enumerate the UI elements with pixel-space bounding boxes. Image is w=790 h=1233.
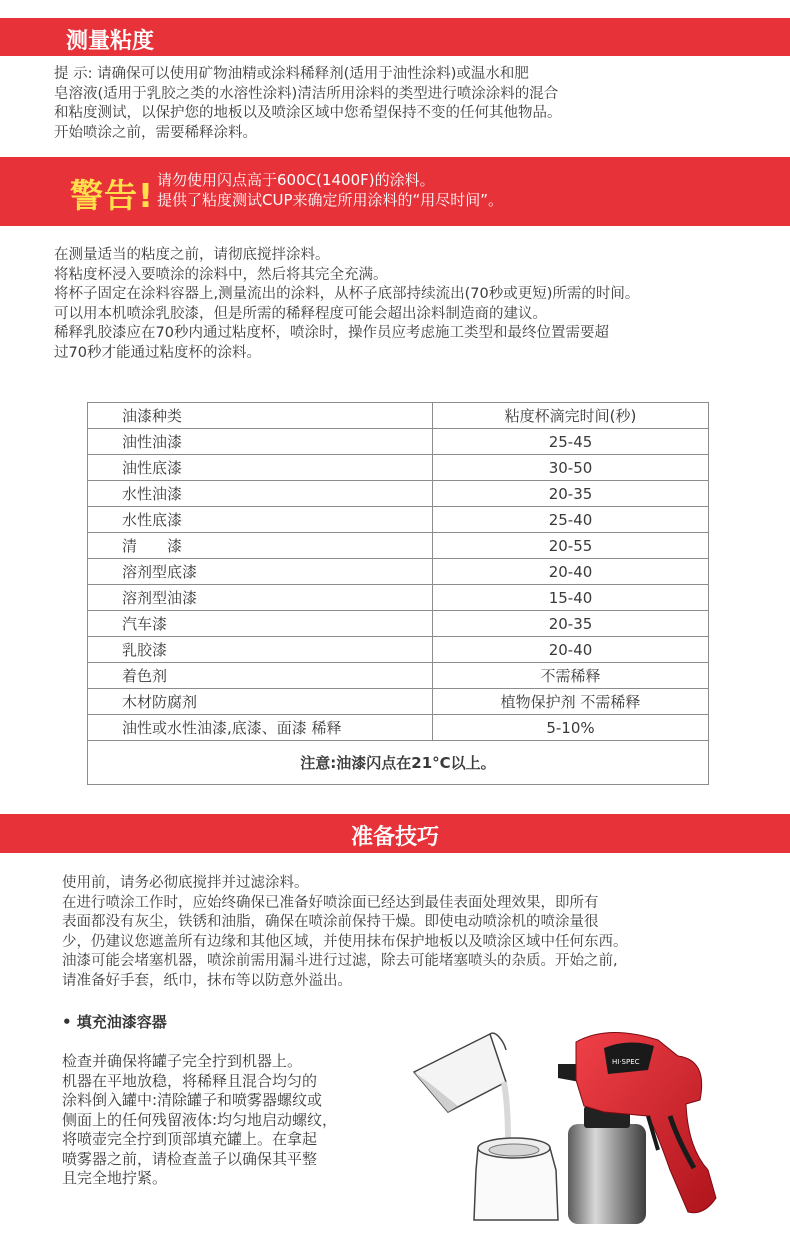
- paint-jar-icon: [474, 1138, 558, 1220]
- tip-line: 请准备好手套，纸巾，抹布等以防意外溢出。: [62, 972, 352, 989]
- hint-line: 皂溶液(适用于乳胶之类的水溶性涂料)清洁所用涂料的类型进行喷涂涂料的混合: [54, 85, 559, 102]
- warning-label: 警告!: [70, 176, 155, 215]
- paint-type-cell: 水性油漆: [88, 481, 433, 507]
- drain-time-cell: 20-35: [433, 611, 709, 637]
- table-row: [88, 429, 709, 455]
- fill-line: 涂料倒入罐中:清除罐子和喷雾器螺纹或: [62, 1091, 323, 1109]
- warning-line: 请勿使用闪点高于600C(1400F)的涂料。: [157, 171, 435, 189]
- section-header-preparation: [0, 814, 790, 853]
- drain-time-cell: 25-40: [433, 507, 709, 533]
- table-header-row: [88, 403, 709, 429]
- flash-point-note: 注意:油漆闪点在21°C以上。: [88, 741, 709, 785]
- viscosity-hint: [54, 65, 562, 143]
- section-title: 准备技巧: [350, 825, 439, 850]
- fill-instructions: [62, 1052, 337, 1189]
- instruction-line: 将粘度杯浸入要喷涂的涂料中，然后将其完全充满。: [54, 266, 388, 283]
- instruction-line: 将杯子固定在涂料容器上,测量流出的涂料，从杯子底部持续流出(70秒或更短)所需的时间。: [54, 286, 640, 302]
- paint-type-cell: 清 漆: [88, 533, 433, 559]
- tip-line: 在进行喷涂工作时，应始终确保已准备好喷涂面已经达到最佳表面处理效果，即所有: [62, 894, 599, 911]
- hint-line: 和粘度测试，以保护您的地板以及喷涂区域中您希望保持不变的任何其他物品。: [54, 105, 562, 121]
- paint-type-cell: 汽车漆: [88, 611, 433, 637]
- tip-line: 使用前，请务必彻底搅拌并过滤涂料。: [62, 875, 309, 891]
- hint-line: 提 示: 请确保可以使用矿物油精或涂料稀释剂(适用于油性涂料)或温水和肥: [54, 66, 529, 82]
- drain-time-cell: 15-40: [433, 585, 709, 611]
- table-row: [88, 559, 709, 585]
- table-row: [88, 715, 709, 741]
- section-header-viscosity: [0, 18, 790, 56]
- instruction-line: 在测量适当的粘度之前，请彻底搅拌涂料。: [54, 247, 330, 263]
- drain-time-cell: 20-35: [433, 481, 709, 507]
- spray-gun-icon: [558, 1032, 716, 1224]
- drain-time-cell: 20-40: [433, 559, 709, 585]
- brand-label: HI·SPEC: [612, 1058, 640, 1066]
- drain-time-cell: 植物保护剂 不需稀释: [433, 689, 709, 715]
- table-row: [88, 689, 709, 715]
- paint-type-cell: 乳胶漆: [88, 637, 433, 663]
- table-row: [88, 611, 709, 637]
- tip-line: 表面都没有灰尘，铁锈和油脂，确保在喷涂前保持干燥。即使电动喷涂机的喷涂量很: [62, 914, 599, 930]
- tip-line: 油漆可能会堵塞机器，喷涂前需用漏斗进行过滤，除去可能堵塞喷头的杂质。开始之前,: [62, 953, 618, 969]
- measure-instructions: [54, 246, 639, 363]
- section-title: 测量粘度: [66, 29, 155, 54]
- paint-type-cell: 油性底漆: [88, 455, 433, 481]
- drain-time-cell: 30-50: [433, 455, 709, 481]
- warning-text: [157, 170, 503, 210]
- fill-container-title: • 填充油漆容器: [62, 1013, 167, 1031]
- paint-type-cell: 木材防腐剂: [88, 689, 433, 715]
- table-row: [88, 507, 709, 533]
- preparation-tips: [62, 874, 628, 991]
- paint-type-cell: 水性底漆: [88, 507, 433, 533]
- warning-line: 提供了粘度测试CUP来确定所用涂料的“用尽时间”。: [157, 191, 504, 209]
- paint-type-cell: 油性或水性油漆,底漆、面漆 稀释: [88, 715, 433, 741]
- hint-line: 开始喷涂之前，需要稀释涂料。: [54, 124, 257, 141]
- drain-time-cell: 5-10%: [433, 715, 709, 741]
- table-row: [88, 585, 709, 611]
- fill-line: 将喷壶完全拧到顶部填充罐上。在拿起: [62, 1130, 318, 1148]
- fill-line: 喷雾器之前，请检查盖子以确保其平整: [62, 1149, 318, 1168]
- drain-time-cell: 20-40: [433, 637, 709, 663]
- paint-type-cell: 溶剂型底漆: [88, 559, 433, 585]
- drain-time-cell: 20-55: [433, 533, 709, 559]
- table-row: [88, 637, 709, 663]
- header-drain-time: 粘度杯滴完时间(秒): [433, 403, 709, 429]
- paint-type-cell: 着色剂: [88, 663, 433, 689]
- table-row: [88, 481, 709, 507]
- table-row: [88, 533, 709, 559]
- header-paint-type: 油漆种类: [88, 403, 433, 429]
- table-row: [88, 455, 709, 481]
- instruction-line: 稀释乳胶漆应在70秒内通过粘度杯，喷涂时，操作员应考虑施工类型和最终位置需要超: [54, 325, 609, 341]
- fill-line: 机器在平地放稳，将稀释且混合均匀的: [62, 1071, 318, 1090]
- paint-type-cell: 油性油漆: [88, 429, 433, 455]
- fill-line: 侧面上的任何残留液体:均匀地启动螺纹，: [62, 1110, 338, 1129]
- fill-line: 且完全地拧紧。: [62, 1169, 168, 1187]
- measuring-cup-icon: [414, 1033, 508, 1140]
- drain-time-cell: 25-45: [433, 429, 709, 455]
- paint-type-cell: 溶剂型油漆: [88, 585, 433, 611]
- fill-line: 检查并确保将罐子完全拧到机器上。: [62, 1052, 303, 1070]
- drain-time-cell: 不需稀释: [433, 663, 709, 689]
- spray-gun-filling-illustration: [408, 1020, 790, 1233]
- table-note-row: [88, 741, 709, 785]
- viscosity-table: [87, 402, 709, 785]
- table-row: [88, 663, 709, 689]
- instruction-line: 过70秒才能通过粘度杯的涂料。: [54, 344, 261, 361]
- instruction-line: 可以用本机喷涂乳胶漆，但是所需的稀释程度可能会超出涂料制造商的建议。: [54, 305, 547, 322]
- tip-line: 少，仍建议您遮盖所有边缘和其他区域，并使用抹布保护地板以及喷涂区域中任何东西。: [62, 933, 628, 950]
